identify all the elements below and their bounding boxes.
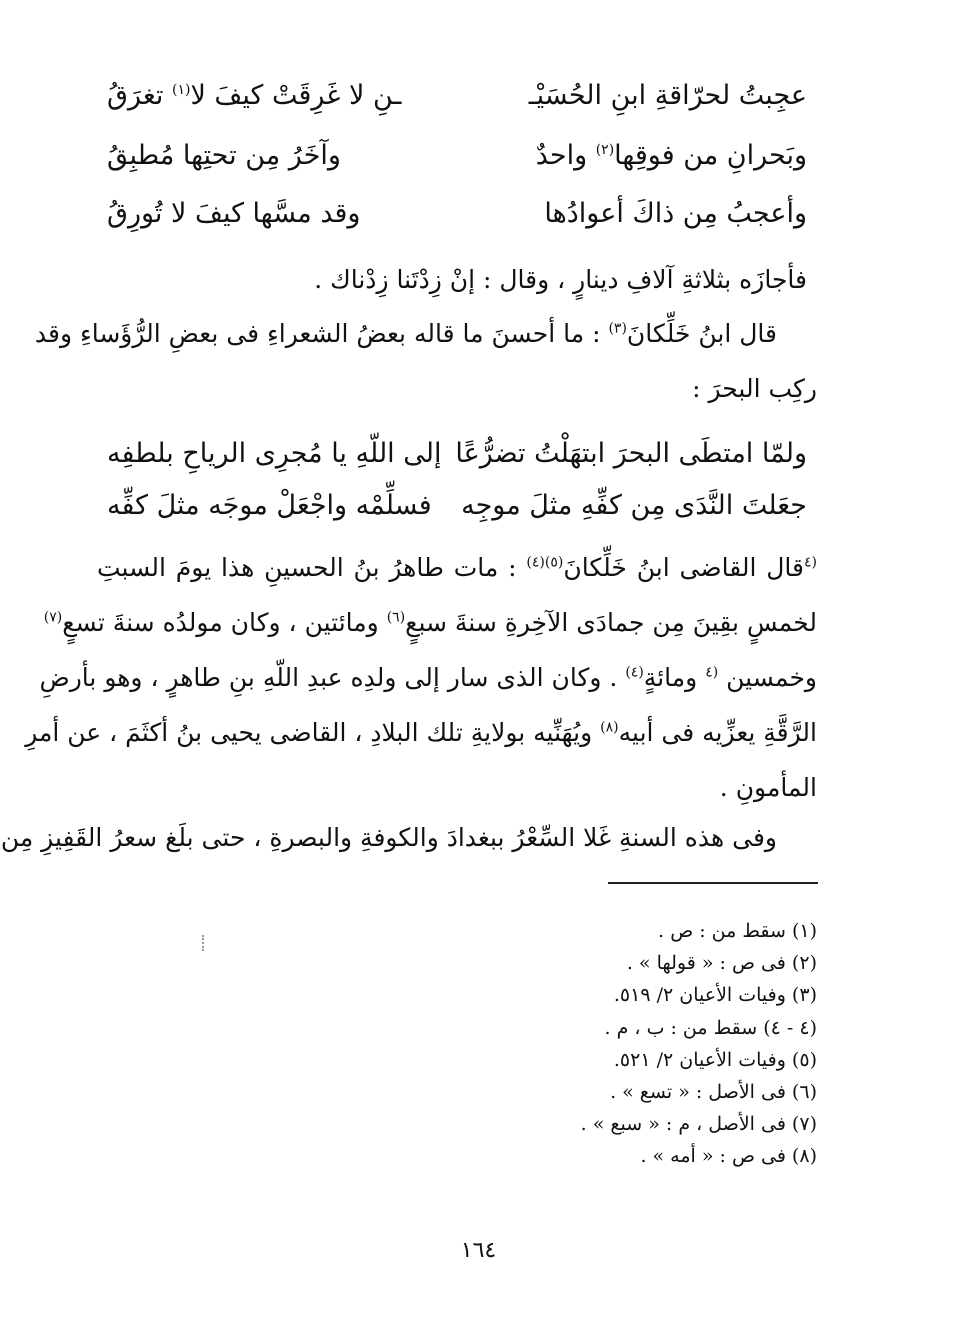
footnote: (٧) فى الأصل ، م : « سبع » . [580, 1113, 817, 1136]
footnote-mark: (٤ [705, 664, 719, 681]
verse-line [107, 130, 807, 180]
hemistich-second: فسلِّمْه واجْعَلْ موجَه مثلَ كفِّه [107, 489, 432, 521]
footnote: (٨) فى ص : « أمه » . [640, 1145, 817, 1168]
text-line: فأجازَه بثلاثةِ آلافِ دينارٍ ، وقال : إنْ زِدْتَنا زِدْناك . [314, 265, 807, 294]
hemistich-first: جعَلتَ النَّدَى مِن كفِّهِ مثلَ موجِه [461, 489, 807, 521]
paragraph [87, 252, 807, 307]
footnote-mark: (٤) [625, 664, 644, 681]
footnote: (٤ - ٤) سقط من : ب ، م . [604, 1016, 817, 1039]
footnote-mark: (٤ [804, 554, 817, 571]
verse-line [107, 428, 807, 478]
footnote-ref: (٦) [386, 609, 406, 626]
hemistich-first: عجِبتُ لحرّاقةِ ابنِ الحُسَيْـ [528, 79, 807, 111]
footnote-ref: (٥)(٤) [526, 554, 564, 571]
footnote-ref: (٢) [595, 141, 615, 158]
footnote: (٦) فى الأصل : « تسع » . [610, 1080, 817, 1103]
text-line: $^{(٤}$قال القاضى ابنُ خَلِّكانَ$^{(٥)(٤)}$ : مات طاهرُ بنُ الحسينِ هذا يومَ السبتِ [97, 553, 817, 582]
footnote-ref: (٣) [608, 320, 627, 337]
scan-speck [202, 935, 206, 951]
text-line: لخمسٍ بقِينَ مِن جمادَى الآخِرةِ سنةَ سبعٍ$^{(٦)}$ ومائتين ، وكان مولدُه سنةَ تسعٍ$^{(٧)}$ [43, 608, 817, 637]
hemistich-first: وأعجبُ مِن ذاكَ أعوادُها [544, 197, 807, 229]
footnote-ref: (٧) [43, 609, 63, 626]
paragraph [25, 540, 817, 815]
hemistich-second: وقد مسَّها كيفَ لا تُورِقُ [107, 197, 361, 229]
text-line: المأمونِ . [719, 773, 817, 802]
footnote: (٣) وفيات الأعيان ٢/ ٥١٩. [613, 984, 817, 1007]
paragraph [0, 810, 817, 865]
hemistich-second: ـنِ لا غَرِقَتْ كيفَ لا$^{(١)}$ تغرَقُ [107, 79, 402, 111]
verse-line [107, 188, 807, 238]
text-line: وخمسين $^{(٤}$ ومائةٍ$^{(٤)}$ . وكان الذى سار إلى ولدِه عبدِ اللّهِ بنِ طاهرٍ ، وهو بأرضِ [39, 663, 817, 692]
footnotes [317, 915, 817, 1173]
page-number: ١٦٤ [460, 1238, 497, 1263]
hemistich-first: وبَحرانِ من فوقِها$^{(٢)}$ واحدٌ [535, 139, 807, 171]
hemistich-second: وآخَرُ مِن تحتِها مُطبِقُ [107, 139, 341, 171]
footnote: (١) سقط من : ص . [658, 920, 817, 942]
hemistich-second: إلى اللّهِ يا مُجرِى الرياحِ بلطفِه [107, 437, 442, 469]
text-line: قال ابنُ خَلِّكانَ$^{(٣)}$ : ما أحسنَ ما قاله بعضُ الشعراءِ فى بعضِ الرُّؤَساءِ وقد [34, 319, 777, 348]
verse-line [107, 70, 807, 120]
footnote-separator [608, 882, 818, 884]
footnote: (٢) فى ص : « قولها » . [626, 952, 817, 975]
hemistich-first: ولمّا امتطَى البحرَ ابتهَلْتُ تضرُّعًا [455, 437, 807, 469]
footnote-ref: (٨) [600, 719, 619, 736]
verse-line [107, 480, 807, 530]
paragraph [34, 306, 817, 416]
text-line: وفى هذه السنةِ غَلا السِّعْرُ ببغدادَ والكوفةِ والبصرةِ ، حتى بلَغ سعرُ القَفِيزِ مِن [0, 823, 777, 852]
footnote: (٥) وفيات الأعيان ٢/ ٥٢١. [613, 1048, 817, 1071]
text-line: الرَّقَّةِ يعزِّيه فى أبيه$^{(٨)}$ ويُهَنِّيه بولايةِ تلك البلادِ ، القاضى يحيى بنُ أكثَمَ ، عن أمرِ [25, 718, 817, 747]
text-line: ركِب البحرَ : [692, 374, 817, 403]
footnote-ref: (١) [171, 81, 191, 98]
